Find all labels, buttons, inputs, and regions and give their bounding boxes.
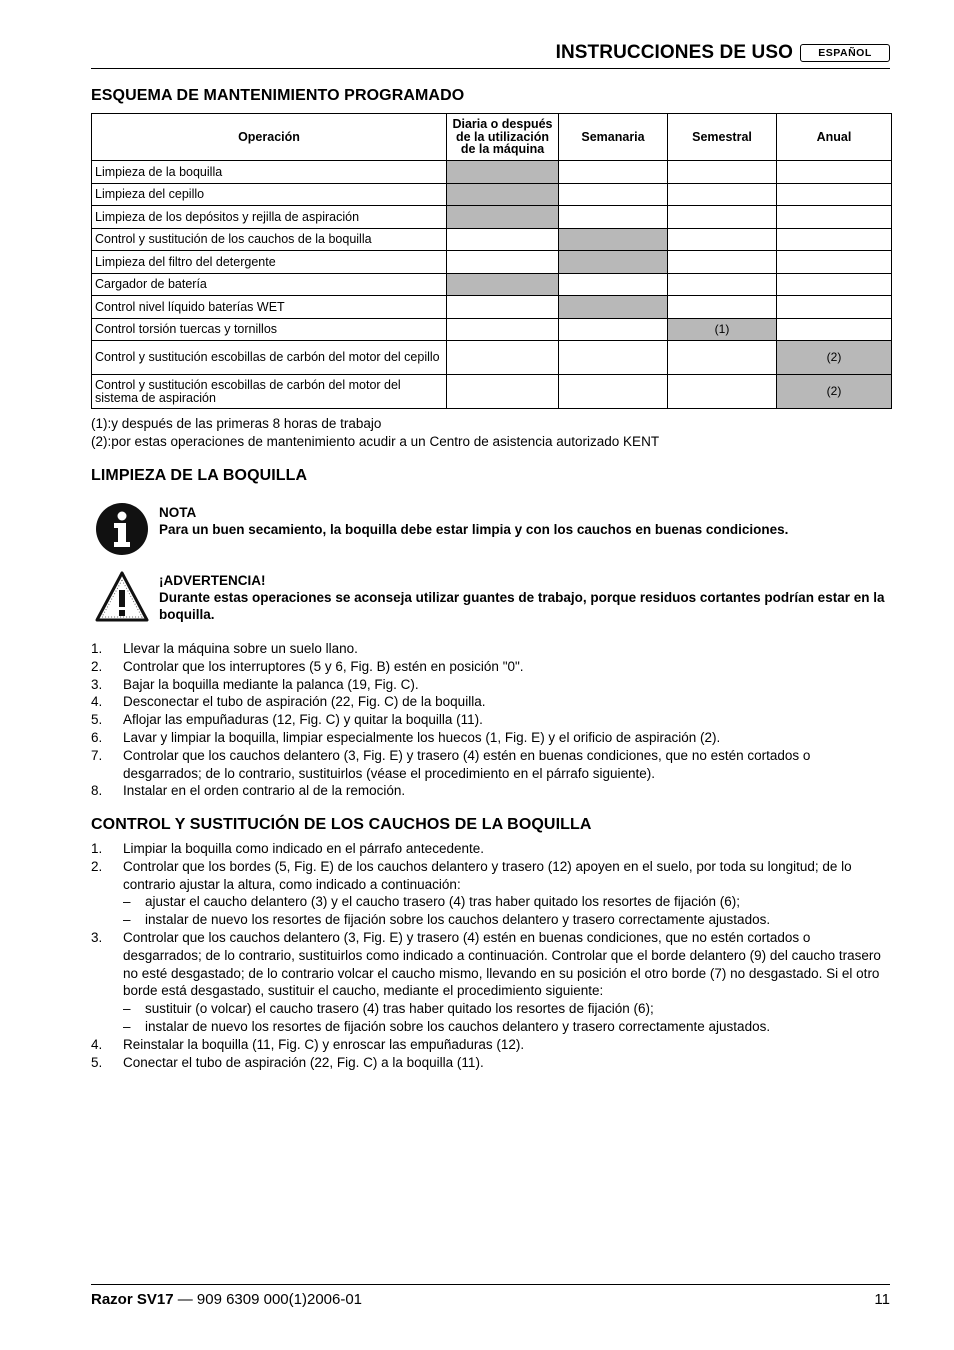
table-row <box>92 206 892 229</box>
section-title-nozzle-cleaning: LIMPIEZA DE LA BOQUILLA <box>91 467 308 484</box>
operation-cell: Limpieza del cepillo <box>92 183 447 206</box>
step-number: 4. <box>91 694 103 710</box>
section-title-maintenance: ESQUEMA DE MANTENIMIENTO PROGRAMADO <box>91 87 465 104</box>
note-text: Para un buen secamiento, la boquilla debe estar limpia y con los cauchos en buenas condiciones. <box>159 522 789 537</box>
manual-page <box>91 0 890 1350</box>
sub-step-text: sustituir (o volcar) el caucho trasero (4) tras haber quitado los resortes de fijación (6); <box>145 1001 654 1017</box>
step-number: 6. <box>91 729 103 745</box>
step-number: 8. <box>91 783 103 799</box>
table-header-row <box>92 114 892 161</box>
footnote: (1):y después de las primeras 8 horas de trabajo <box>91 416 382 431</box>
step-number: 4. <box>91 1036 103 1052</box>
schedule-cell <box>668 296 777 319</box>
step-item <box>91 858 891 929</box>
footer-doc-number: — 909 6309 000(1)2006-01 <box>173 1291 363 1308</box>
step-text: Instalar en el orden contrario al de la remoción. <box>123 783 406 799</box>
operation-cell: Limpieza de los depósitos y rejilla de aspiración <box>92 206 447 229</box>
schedule-cell <box>447 183 559 206</box>
schedule-cell: (2) <box>777 375 892 409</box>
step-number: 5. <box>91 712 103 728</box>
dash-bullet: – <box>123 1001 131 1017</box>
step-number: 1. <box>91 841 103 856</box>
step-number: 2. <box>91 658 103 674</box>
footnote: (2):por estas operaciones de mantenimiento acudir a un Centro de asistencia autorizado KENT <box>91 433 660 449</box>
page-header <box>91 40 890 66</box>
schedule-cell <box>668 183 777 206</box>
column-header: Anual <box>777 114 892 161</box>
column-header: Operación <box>92 114 447 161</box>
step-item <box>91 782 891 800</box>
schedule-cell <box>668 273 777 296</box>
header-title: INSTRUCCIONES DE USO <box>555 42 793 63</box>
step-text: Limpiar la boquilla como indicado en el párrafo antecedente. <box>123 841 484 856</box>
schedule-cell <box>559 341 668 375</box>
sub-step-text: instalar de nuevo los resortes de fijación sobre los cauchos delantero y trasero correctamente ajustados. <box>145 912 771 928</box>
step-text: Desconectar el tubo de aspiración (22, Fig. C) de la boquilla. <box>123 694 486 710</box>
page-number: 11 <box>874 1291 890 1308</box>
operation-cell: Limpieza de la boquilla <box>92 161 447 184</box>
schedule-cell: (2) <box>777 341 892 375</box>
schedule-cell <box>668 228 777 251</box>
step-item <box>91 640 891 658</box>
step-number: 3. <box>91 676 103 692</box>
sub-step-item <box>123 911 891 929</box>
step-text: Controlar que los interruptores (5 y 6, Fig. B) estén en posición "0". <box>123 658 524 674</box>
table-row <box>92 341 892 375</box>
step-text: Reinstalar la boquilla (11, Fig. C) y enroscar las empuñaduras (12). <box>123 1036 525 1052</box>
schedule-cell <box>777 273 892 296</box>
step-number: 5. <box>91 1054 103 1070</box>
step-text: Bajar la boquilla mediante la palanca (19, Fig. C). <box>123 676 419 692</box>
sub-step-list <box>123 1000 891 1036</box>
schedule-cell <box>559 183 668 206</box>
operation-cell: Control nivel líquido baterías WET <box>92 296 447 319</box>
column-header: Semanaria <box>559 114 668 161</box>
schedule-cell <box>559 273 668 296</box>
rubber-check-steps <box>91 840 891 1071</box>
schedule-cell <box>447 296 559 319</box>
step-item <box>91 729 891 747</box>
table-row <box>92 296 892 319</box>
schedule-cell <box>559 161 668 184</box>
schedule-cell <box>447 375 559 409</box>
footer-rule <box>91 1284 890 1285</box>
step-item <box>91 747 891 783</box>
schedule-cell <box>668 206 777 229</box>
sub-step-list <box>123 893 891 929</box>
table-footnotes <box>91 415 659 450</box>
step-text: Conectar el tubo de aspiración (22, Fig. C) a la boquilla (11). <box>123 1054 484 1070</box>
schedule-cell <box>559 228 668 251</box>
dash-bullet: – <box>123 1018 131 1034</box>
schedule-cell <box>668 251 777 274</box>
schedule-cell <box>447 341 559 375</box>
step-item <box>91 711 891 729</box>
operation-cell: Control torsión tuercas y tornillos <box>92 318 447 341</box>
table-row <box>92 161 892 184</box>
schedule-cell <box>559 318 668 341</box>
footer-model: Razor SV17 <box>91 1291 174 1308</box>
schedule-cell <box>447 161 559 184</box>
table-row <box>92 251 892 274</box>
step-text: Lavar y limpiar la boquilla, limpiar especialmente los huecos (1, Fig. E) y el orificio de aspiración (2). <box>123 729 721 745</box>
table-row <box>92 375 892 409</box>
warning-icon <box>95 570 149 624</box>
nozzle-cleaning-steps <box>91 640 891 800</box>
sub-step-item <box>123 1000 891 1018</box>
schedule-cell <box>447 206 559 229</box>
step-number: 2. <box>91 858 103 874</box>
step-item <box>91 676 891 694</box>
table-row <box>92 228 892 251</box>
schedule-cell <box>559 251 668 274</box>
step-item <box>91 1036 891 1054</box>
table-row <box>92 183 892 206</box>
step-text: Aflojar las empuñaduras (12, Fig. C) y quitar la boquilla (11). <box>123 712 483 728</box>
schedule-cell: (1) <box>668 318 777 341</box>
step-number: 1. <box>91 641 103 656</box>
step-text: Controlar que los cauchos delantero (3, Fig. E) y trasero (4) estén en buenas condiciones, que no estén cortados o desgarrados; de lo contrario, sustituirlos como indicado a continuación. Controlar que el borde delantero (9) del caucho trasero no esté desgastado; de lo contrario volcar el caucho mismo, llevando en su posición el otro borde (7) no desgastado. Si el otro borde está desgastado, sustituir el caucho, mediante el procedimiento siguiente: <box>123 929 881 999</box>
sub-step-text: ajustar el caucho delantero (3) y el caucho trasero (4) tras haber quitado los resortes de fijación (6); <box>145 894 741 910</box>
warning-text: Durante estas operaciones se aconseja utilizar guantes de trabajo, porque residuos cortantes podrían estar en la boquilla. <box>159 590 885 622</box>
schedule-cell <box>559 296 668 319</box>
dash-bullet: – <box>123 912 131 928</box>
schedule-cell <box>777 161 892 184</box>
schedule-cell <box>777 296 892 319</box>
column-header: Semestral <box>668 114 777 161</box>
operation-cell: Control y sustitución escobillas de carbón del motor del sistema de aspiración <box>92 375 447 409</box>
schedule-cell <box>777 228 892 251</box>
page-footer <box>91 1291 890 1308</box>
schedule-cell <box>777 183 892 206</box>
maintenance-table <box>91 113 892 409</box>
schedule-cell <box>447 273 559 296</box>
step-item <box>91 658 891 676</box>
language-badge: ESPAÑOL <box>800 44 890 62</box>
sub-step-item <box>123 893 891 911</box>
schedule-cell <box>777 206 892 229</box>
header-rule <box>91 68 890 69</box>
table-row <box>92 318 892 341</box>
step-text: Controlar que los cauchos delantero (3, Fig. E) y trasero (4) estén en buenas condiciones, que no estén cortados o desgarrados; de lo contrario, sustituirlos (véase el procedimiento en el párrafo siguiente). <box>123 747 811 781</box>
schedule-cell <box>559 375 668 409</box>
schedule-cell <box>777 318 892 341</box>
schedule-cell <box>777 251 892 274</box>
step-text: Controlar que los bordes (5, Fig. E) de los cauchos delantero y trasero (12) apoyen en el suelo, por toda su longitud; de lo contrario ajustar la altura, como indicado a continuación: <box>123 858 852 892</box>
operation-cell: Cargador de batería <box>92 273 447 296</box>
sub-step-text: instalar de nuevo los resortes de fijación sobre los cauchos delantero y trasero correctamente ajustados. <box>145 1018 771 1034</box>
operation-cell: Control y sustitución escobillas de carbón del motor del cepillo <box>92 341 447 375</box>
schedule-cell <box>559 206 668 229</box>
step-number: 3. <box>91 929 103 945</box>
step-item <box>91 1054 891 1072</box>
step-item <box>91 693 891 711</box>
schedule-cell <box>447 228 559 251</box>
table-row <box>92 273 892 296</box>
schedule-cell <box>447 251 559 274</box>
operation-cell: Limpieza del filtro del detergente <box>92 251 447 274</box>
info-icon <box>95 502 149 556</box>
step-item <box>91 840 891 858</box>
schedule-cell <box>447 318 559 341</box>
sub-step-item <box>123 1018 891 1036</box>
note-label: NOTA <box>159 505 197 520</box>
section-title-rubber-check: CONTROL Y SUSTITUCIÓN DE LOS CAUCHOS DE LA BOQUILLA <box>91 816 592 833</box>
step-text: Llevar la máquina sobre un suelo llano. <box>123 641 358 656</box>
schedule-cell <box>668 375 777 409</box>
step-item <box>91 929 891 1036</box>
step-number: 7. <box>91 747 103 763</box>
column-header: Diaria o después de la utilización de la máquina <box>447 114 559 161</box>
schedule-cell <box>668 161 777 184</box>
warning-label: ¡ADVERTENCIA! <box>159 573 266 588</box>
schedule-cell <box>668 341 777 375</box>
operation-cell: Control y sustitución de los cauchos de la boquilla <box>92 228 447 251</box>
dash-bullet: – <box>123 894 131 910</box>
